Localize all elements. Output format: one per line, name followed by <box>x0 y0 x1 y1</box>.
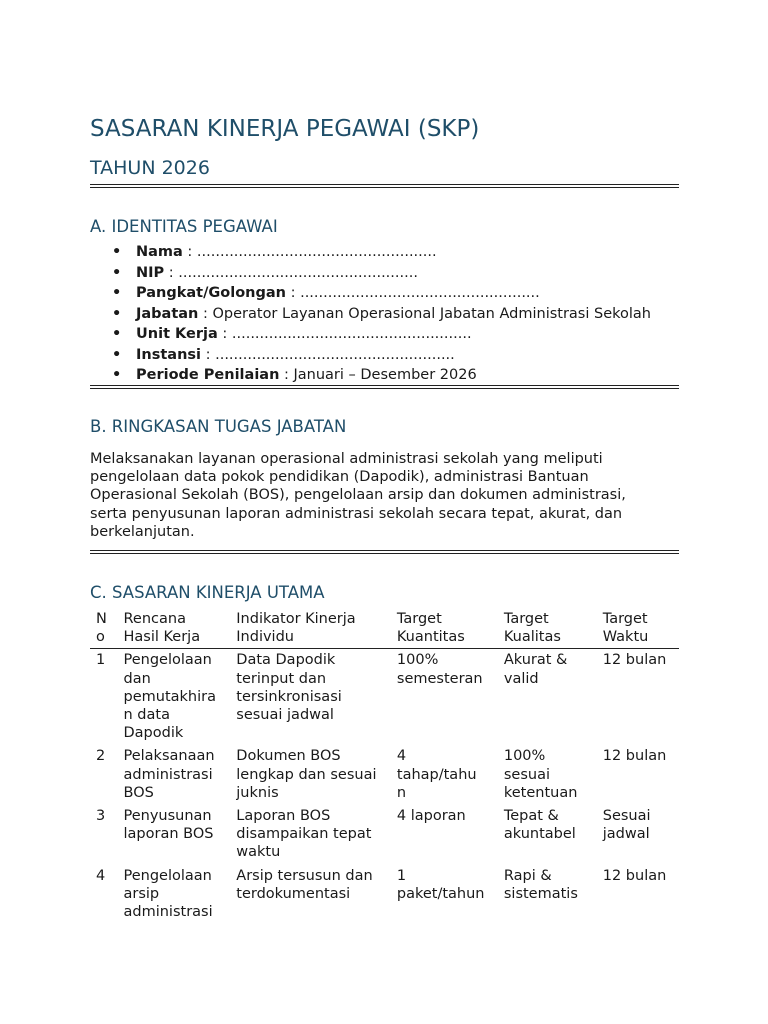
identity-label: Periode Penilaian <box>136 367 280 383</box>
bullet: • <box>112 244 122 260</box>
identity-item-periode <box>90 365 651 386</box>
table-cell: Arsip tersusun dan terdokumentasi <box>236 867 373 902</box>
table-cell: Sesuai jadwal <box>602 808 651 843</box>
column-header-waktu: Target Waktu <box>603 610 679 649</box>
bullet: • <box>112 346 122 363</box>
paragraph-line: Melaksanakan layanan operasional administrasi sekolah yang meliputi <box>90 451 603 467</box>
identity-list <box>90 242 651 386</box>
bullet: • <box>112 285 122 301</box>
table-cell: 12 bulan <box>602 652 667 669</box>
identity-value: : .................................................... <box>164 264 418 281</box>
identity-value: : Operator Layanan Operasional Jabatan Administrasi Sekolah <box>198 305 651 322</box>
column-header-rencana: Rencana Hasil Kerja <box>124 610 237 649</box>
identity-label: Instansi <box>136 346 201 363</box>
section-b-heading: B. RINGKASAN TUGAS JABATAN <box>90 417 347 436</box>
bullet: • <box>112 326 122 342</box>
table-cell: 100% semesteran <box>396 652 483 687</box>
document-subtitle: TAHUN 2026 <box>90 157 210 179</box>
table-cell: Pengelolaan arsip administrasi <box>123 867 213 921</box>
section-c-heading: C. SASARAN KINERJA UTAMA <box>90 583 325 602</box>
job-summary-paragraph <box>90 450 679 541</box>
column-header-no: N o <box>90 610 124 649</box>
identity-item-jabatan <box>90 304 651 325</box>
table-cell: Dokumen BOS lengkap dan sesuai juknis <box>236 748 377 801</box>
table-cell: 1 <box>96 652 106 669</box>
performance-target-table <box>90 610 679 924</box>
table-cell: 4 laporan <box>396 808 466 825</box>
identity-item-instansi <box>90 345 651 366</box>
table-cell: 4 <box>96 867 106 884</box>
table-cell: 4 tahap/tahu n <box>396 748 477 801</box>
table-header-row <box>90 610 679 649</box>
identity-item-pangkat <box>90 283 651 304</box>
identity-item-nama <box>90 242 651 263</box>
identity-value: : .................................................... <box>201 346 455 363</box>
table-cell: 1 paket/tahun <box>396 867 485 902</box>
document-title: SASARAN KINERJA PEGAWAI (SKP) <box>90 116 480 142</box>
table-cell: Pengelolaan dan pemutakhira n data Dapodik <box>123 652 216 742</box>
table-row <box>90 745 679 805</box>
table-cell: 2 <box>96 748 106 765</box>
identity-label: Jabatan <box>136 305 199 322</box>
paragraph-line: serta penyusunan laporan administrasi sekolah secara tepat, akurat, dan <box>90 505 623 522</box>
table-cell: 100% sesuai ketentuan <box>503 748 578 801</box>
divider <box>90 550 679 554</box>
table-row <box>90 805 679 865</box>
bullet: • <box>112 367 122 383</box>
table-cell: Akurat & valid <box>503 652 568 687</box>
identity-label: Unit Kerja <box>136 326 218 342</box>
table-cell: 12 bulan <box>602 867 667 884</box>
identity-value: : .................................................... <box>182 244 437 260</box>
divider <box>90 385 679 389</box>
table-cell: Laporan BOS disampaikan tepat waktu <box>236 808 372 861</box>
identity-item-nip <box>90 263 651 284</box>
table-cell: Tepat & akuntabel <box>503 808 576 843</box>
divider <box>90 184 679 188</box>
column-header-kuantitas: Target Kuantitas <box>397 610 504 649</box>
identity-value: : Januari – Desember 2026 <box>279 367 477 383</box>
table-row <box>90 649 679 746</box>
identity-value: : .................................................... <box>217 326 472 342</box>
identity-label: Pangkat/Golongan <box>136 285 286 301</box>
section-a-heading: A. IDENTITAS PEGAWAI <box>90 217 278 236</box>
identity-item-unit-kerja <box>90 324 651 345</box>
table-cell: 3 <box>96 808 106 825</box>
bullet: • <box>112 305 122 322</box>
identity-value: : .................................................... <box>285 285 540 301</box>
table-cell: Pelaksanaan administrasi BOS <box>123 748 215 801</box>
table-cell: Rapi & sistematis <box>503 867 578 902</box>
table-cell: Data Dapodik terinput dan tersinkronisasi sesuai jadwal <box>236 652 342 724</box>
table-cell: Penyusunan laporan BOS <box>123 808 214 843</box>
paragraph-line: berkelanjutan. <box>90 523 195 540</box>
identity-label: NIP <box>136 264 165 281</box>
table-row <box>90 865 679 925</box>
paragraph-line: Operasional Sekolah (BOS), pengelolaan arsip dan dokumen administrasi, <box>90 487 626 504</box>
identity-label: Nama <box>136 244 183 260</box>
column-header-indikator: Indikator Kinerja Individu <box>236 610 397 649</box>
paragraph-line: pengelolaan data pokok pendidikan (Dapodik), administrasi Bantuan <box>90 469 589 486</box>
bullet: • <box>112 264 122 281</box>
column-header-kualitas: Target Kualitas <box>504 610 603 649</box>
table-cell: 12 bulan <box>602 748 667 765</box>
